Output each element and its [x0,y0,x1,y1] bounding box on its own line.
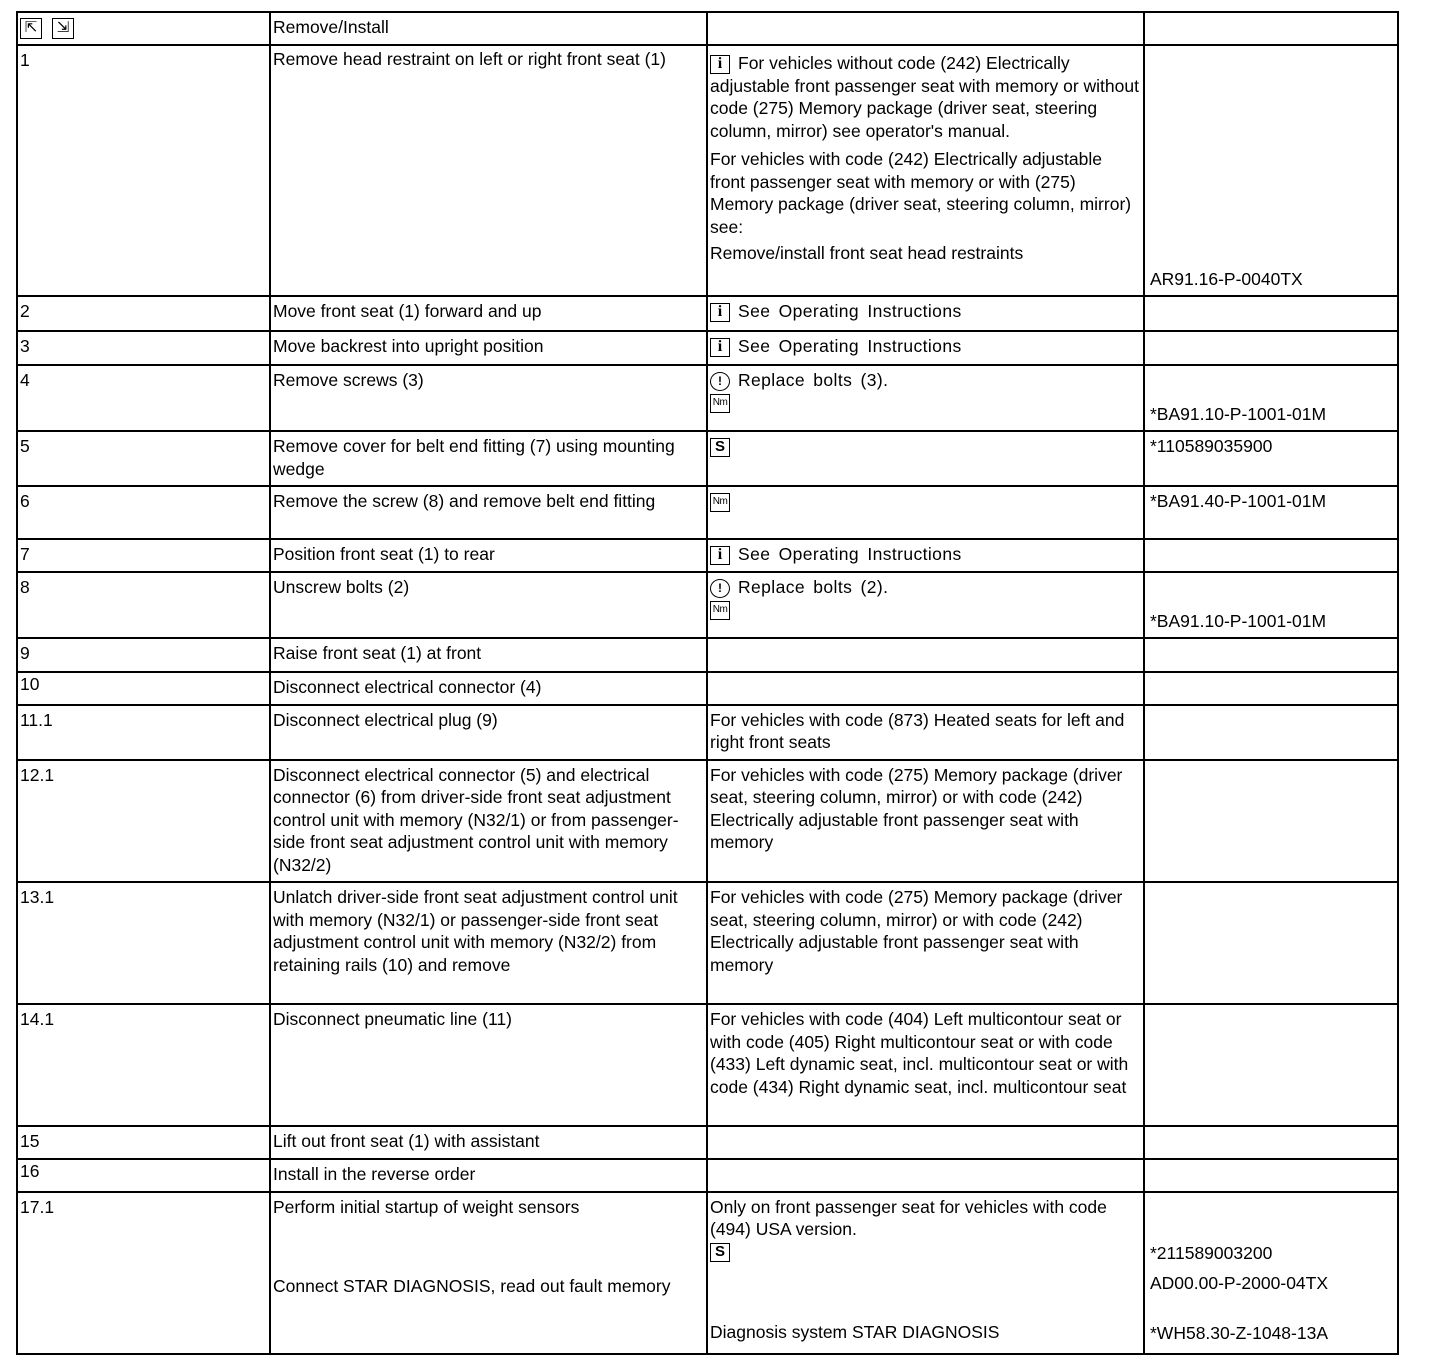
step-action: Raise front seat (1) at front [270,638,707,672]
step-number: 8 [17,572,270,638]
step-notes: i For vehicles without code (242) Electrically adjustable front passenger seat with memory or without code (275) Memory package (driver seat, steering column, mirror) see operator's manual. For vehicles with code (242) Electrically adjustable front passenger seat with memory or with (275) Memory package (driver seat, steering column, mirror) see: Remove/install front seat head restraints [707,45,1144,296]
step-number: 13.1 [17,882,270,1004]
step-notes: i See Operating Instructions [707,539,1144,572]
step-action: Disconnect electrical connector (4) [270,672,707,705]
step-action: Lift out front seat (1) with assistant [270,1126,707,1159]
step-number: 4 [17,365,270,431]
table-row [17,539,1398,572]
info-icon[interactable]: i [710,55,730,74]
table-row [17,45,1398,296]
step-action: Disconnect electrical plug (9) [270,705,707,760]
ref-link[interactable]: *WH58.30-Z-1048-13A [1150,1322,1328,1343]
step-action: Perform initial startup of weight sensors Connect STAR DIAGNOSIS, read out fault memory [270,1192,707,1354]
step-ref [1144,45,1398,296]
info-icon[interactable]: i [710,546,730,565]
step-ref [1144,1192,1398,1354]
step-notes: Only on front passenger seat for vehicles with code (494) USA version. S Diagnosis system STAR DIAGNOSIS [707,1192,1144,1354]
step-notes: i See Operating Instructions [707,331,1144,365]
table-row [17,331,1398,365]
step-action: Move backrest into upright position [270,331,707,365]
step-notes [707,431,1144,486]
collapse-icon[interactable]: ⇲ [52,18,74,39]
ref-link[interactable]: *211589003200 [1150,1242,1273,1263]
step-notes: ! Replace bolts (3). Nm [707,365,1144,431]
procedure-document [16,11,1390,1355]
step-number: 12.1 [17,760,270,883]
step-number: 14.1 [17,1004,270,1126]
step-action: Remove cover for belt end fitting (7) using mounting wedge [270,431,707,486]
table-row [17,638,1398,672]
table-row [17,365,1398,431]
step-number: 11.1 [17,705,270,760]
replace-bolt-icon[interactable]: ! [710,579,730,598]
table-row [17,672,1398,705]
step-number: 9 [17,638,270,672]
procedure-table [16,11,1399,1355]
step-action: Remove the screw (8) and remove belt end fitting [270,486,707,539]
info-icon[interactable]: i [710,338,730,357]
step-action: Unscrew bolts (2) [270,572,707,638]
table-row [17,1004,1398,1126]
step-number: 7 [17,539,270,572]
table-row [17,705,1398,760]
header-icons-cell [17,12,270,45]
table-row [17,431,1398,486]
step-number: 17.1 [17,1192,270,1354]
step-ref [1144,572,1398,638]
step-action: Install in the reverse order [270,1159,707,1192]
step-number: 16 [17,1159,270,1192]
torque-icon[interactable]: Nm [710,493,730,512]
step-notes: For vehicles with code (275) Memory package (driver seat, steering column, mirror) or with code (242) Electrically adjustable front passenger seat with memory [707,882,1144,1004]
step-number: 3 [17,331,270,365]
step-notes: ! Replace bolts (2). Nm [707,572,1144,638]
step-action: Unlatch driver-side front seat adjustment control unit with memory (N32/1) or passenger-side front seat adjustment control unit with memory (N32/2) from retaining rails (10) and remove [270,882,707,1004]
step-number: 10 [17,672,270,705]
ref-link[interactable]: *BA91.40-P-1001-01M [1150,491,1327,511]
step-action: Disconnect electrical connector (5) and electrical connector (6) from driver-side front seat adjustment control unit with memory (N32/1) or from passenger-side front seat adjustment control unit with memory (N32/2) [270,760,707,883]
ref-link[interactable]: AD00.00-P-2000-04TX [1150,1273,1329,1293]
table-row [17,1192,1398,1354]
special-tool-icon[interactable]: S [710,438,730,457]
special-tool-icon[interactable]: S [710,1243,730,1262]
ref-link[interactable]: *110589035900 [1150,436,1273,456]
step-notes: i See Operating Instructions [707,296,1144,331]
expand-icon[interactable]: ⇱ [20,18,42,39]
ref-link[interactable]: *BA91.10-P-1001-01M [1150,610,1327,631]
step-notes [707,486,1144,539]
step-action: Position front seat (1) to rear [270,539,707,572]
step-number: 1 [17,45,270,296]
header-title: Remove/Install [270,12,707,45]
step-ref [1144,486,1398,539]
step-notes: For vehicles with code (873) Heated seats for left and right front seats [707,705,1144,760]
step-number: 15 [17,1126,270,1159]
table-row [17,486,1398,539]
table-row [17,882,1398,1004]
step-action: Move front seat (1) forward and up [270,296,707,331]
table-row [17,296,1398,331]
link-star-diagnosis[interactable]: Diagnosis system STAR DIAGNOSIS [710,1322,1000,1342]
table-row [17,572,1398,638]
step-number: 2 [17,296,270,331]
step-notes: For vehicles with code (275) Memory package (driver seat, steering column, mirror) or with code (242) Electrically adjustable front passenger seat with memory [707,760,1144,883]
step-action: Remove head restraint on left or right front seat (1) [270,45,707,296]
table-header-row [17,12,1398,45]
step-ref [1144,365,1398,431]
torque-icon[interactable]: Nm [710,601,730,620]
ref-link[interactable]: AR91.16-P-0040TX [1150,268,1303,289]
table-row [17,760,1398,883]
step-action: Remove screws (3) [270,365,707,431]
ref-link[interactable]: *BA91.10-P-1001-01M [1150,403,1327,424]
table-row [17,1126,1398,1159]
info-icon[interactable]: i [710,303,730,322]
link-remove-install-head-restraints[interactable]: Remove/install front seat head restraints [710,243,1024,263]
table-row [17,1159,1398,1192]
step-number: 6 [17,486,270,539]
step-action: Disconnect pneumatic line (11) [270,1004,707,1126]
replace-bolt-icon[interactable]: ! [710,372,730,391]
step-number: 5 [17,431,270,486]
step-ref [1144,431,1398,486]
step-notes: For vehicles with code (404) Left multicontour seat or with code (405) Right multicontour seat or with code (433) Left dynamic seat, incl. multicontour seat or with code (434) Right dynamic seat, incl. multicontour seat [707,1004,1144,1126]
torque-icon[interactable]: Nm [710,394,730,413]
